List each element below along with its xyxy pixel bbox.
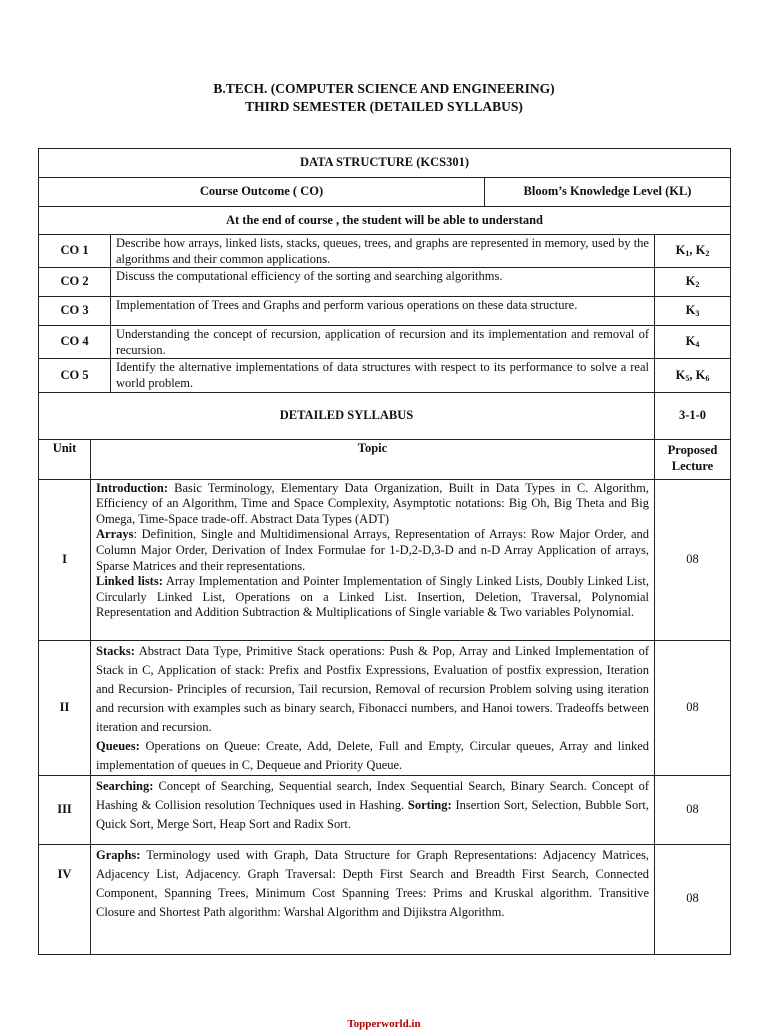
lecture-header: Proposed Lecture — [655, 439, 731, 479]
co-kl: $K_1$, $K_2$ — [655, 235, 731, 268]
co-id: CO 3 — [39, 297, 111, 326]
unit-lecture: 08 — [655, 775, 731, 844]
table-row — [39, 268, 731, 297]
co-text: Discuss the computational efficiency of the sorting and searching algorithms. — [111, 268, 655, 297]
topic-paragraph: Searching: Concept of Searching, Sequential search, Index Sequential Search, Binary Search. Concept of Hashing & Collision resolution Techniques used in Hashing. Sorting: Insertion Sort, Selection, Bubble Sort, Quick Sort, Merge Sort, Heap Sort and Radix Sort. — [96, 778, 649, 831]
document-title: B.TECH. (COMPUTER SCIENCE AND ENGINEERING) — [213, 81, 555, 96]
unit-topic — [91, 775, 655, 844]
co-id: CO 4 — [39, 326, 111, 359]
table-row — [39, 775, 731, 844]
topic-paragraph: Queues: Operations on Queue: Create, Add, Delete, Full and Empty, Circular queues, Array and linked implementation of queues in C, Dequeue and Priority Queue. — [96, 738, 649, 772]
co-kl: $K_4$ — [655, 326, 731, 359]
course-intro: At the end of course , the student will be able to understand — [39, 207, 731, 235]
table-row — [39, 326, 731, 359]
co-kl: $K_2$ — [655, 268, 731, 297]
unit-lecture: 08 — [655, 844, 731, 954]
unit-lecture: 08 — [655, 640, 731, 775]
topic-paragraph: Graphs: Terminology used with Graph, Data Structure for Graph Representations: Adjacency Matrices, Adjacency List, Adjacency. Graph Traversal: Depth First Search and Breadth First Search, Connected Component, Spanning Trees, Minimum Cost Spanning Trees: Prims and Kruskal algorithm. Transitive Closure and Shortest Path algorithm: Warshal Algorithm and Dijikstra Algorithm. — [96, 847, 649, 919]
table-row — [39, 479, 731, 640]
unit-header: Unit — [39, 439, 91, 479]
syllabus-table — [38, 148, 731, 955]
co-text: Understanding the concept of recursion, application of recursion and its implementation and removal of recursion. — [111, 326, 655, 359]
unit-number: I — [39, 479, 91, 640]
unit-topic — [91, 479, 655, 640]
table-row — [39, 235, 731, 268]
unit-number: IV — [39, 844, 91, 954]
co-header: Course Outcome ( CO) — [39, 178, 485, 207]
topic-paragraph: Linked lists: Array Implementation and Pointer Implementation of Singly Linked Lists, Doubly Linked List, Circularly Linked List, Operations on a Linked List. Insertion, Deletion, Traversal, Polynomial Representation and Addition Subtraction & Multiplications of Single variable & Two variables Polynomial. — [96, 574, 649, 620]
document-subtitle: THIRD SEMESTER (DETAILED SYLLABUS) — [245, 99, 523, 114]
unit-number: II — [39, 640, 91, 775]
co-text: Implementation of Trees and Graphs and perform various operations on these data structure. — [111, 297, 655, 326]
footer-brand: Topperworld.in — [347, 1018, 421, 1030]
co-id: CO 2 — [39, 268, 111, 297]
co-kl: $K_3$ — [655, 297, 731, 326]
topic-paragraph: Stacks: Abstract Data Type, Primitive Stack operations: Push & Pop, Array and Linked Implementation of Stack in C, Application of stack: Prefix and Postfix Expressions, Evaluation of postfix expression, Iteration and Recursion- Principles of recursion, Tail recursion, Removal of recursion Problem solving using iteration and recursion with examples such as binary search, Fibonacci numbers, and Hanoi towers. Tradeoffs between iteration and recursion. — [96, 643, 649, 734]
co-id: CO 1 — [39, 235, 111, 268]
course-title: DATA STRUCTURE (KCS301) — [39, 149, 731, 178]
kl-header: Bloom’s Knowledge Level (KL) — [485, 178, 731, 207]
unit-number: III — [39, 775, 91, 844]
table-row — [39, 640, 731, 775]
topic-paragraph: Introduction: Basic Terminology, Elementary Data Organization, Built in Data Types in C. Algorithm, Efficiency of an Algorithm, Time and Space Complexity, Asymptotic notations: Big Oh, Big Theta and Big Omega, Time-Space trade-off. Abstract Data Types (ADT) — [96, 480, 649, 526]
co-id: CO 5 — [39, 359, 111, 392]
topic-paragraph: Arrays: Definition, Single and Multidimensional Arrays, Representation of Arrays: Row Major Order, and Column Major Order, Derivation of Index Formulae for 1-D,2-D,3-D and n-D Array Application of arrays, Sparse Matrices and their representations. — [96, 527, 649, 573]
co-text: Describe how arrays, linked lists, stacks, queues, trees, and graphs are represented in memory, used by the algorithms and their common applications. — [111, 235, 655, 268]
unit-lecture: 08 — [655, 479, 731, 640]
syllabus-title: DETAILED SYLLABUS — [39, 392, 655, 439]
unit-topic — [91, 844, 655, 954]
table-row — [39, 359, 731, 392]
table-row — [39, 844, 731, 954]
co-kl: $K_5$, $K_6$ — [655, 359, 731, 392]
table-row — [39, 297, 731, 326]
co-text: Identify the alternative implementations of data structures with respect to its performance to solve a real world problem. — [111, 359, 655, 392]
ltp-value: 3-1-0 — [655, 392, 731, 439]
topic-header: Topic — [91, 439, 655, 479]
unit-topic — [91, 640, 655, 775]
